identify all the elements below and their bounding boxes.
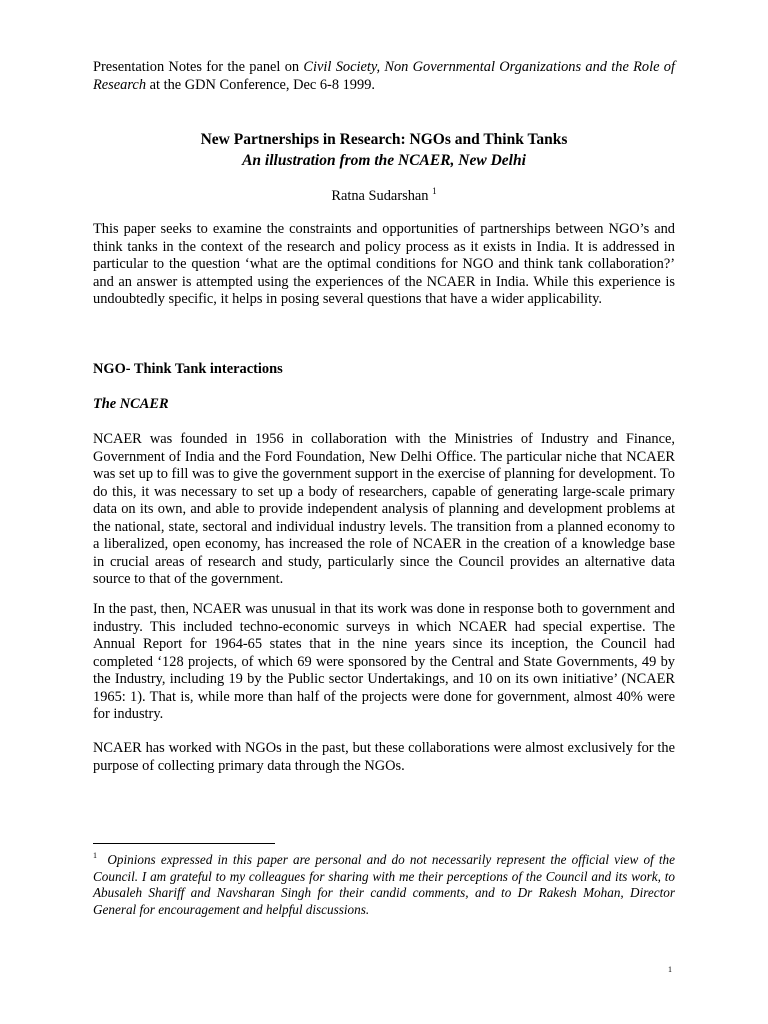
section-subheading: The NCAER	[93, 396, 169, 412]
body-paragraph-2: In the past, then, NCAER was unusual in that its work was done in response both to government and industry. This included techno-economic surveys in which NCAER had special expertise. The Annual Report for 1964-65 states that in the nine years since its inception, the Council had completed ‘128 projects, of which 69 were sponsored by the Central and State Governments, 49 by the Industry, including 19 by the Public sector Undertakings, and 10 on its own initiative’ (NCAER 1965: 1). That is, while more than half of the projects were done for government, almost 40% were for industry.	[93, 601, 675, 722]
footnote-text: Opinions expressed in this paper are personal and do not necessarily represent the official view of the Council. I am grateful to my colleagues for sharing with me their perceptions of the Council and its work, to Abusaleh Shariff and Navsharan Singh for their candid comments, and to Dr Rakesh Mohan, Director General for encouragement and helpful discussions.	[93, 852, 676, 917]
presentation-note-suffix: at the GDN Conference, Dec 6-8 1999.	[146, 76, 375, 93]
footnote-divider	[93, 843, 275, 844]
page-number: 1	[668, 965, 672, 974]
section-heading: NGO- Think Tank interactions	[93, 361, 283, 377]
footnote-mark: 1	[93, 851, 97, 860]
abstract-paragraph: This paper seeks to examine the constraints and opportunities of partnerships between NGO’s and think tanks in the context of the research and policy process as it exists in India. It is addressed in particular to the question ‘what are the optimal conditions for NGO and think tank collaboration?’ and an answer is attempted using the experiences of the NCAER in India. While this experience is undoubtedly specific, it helps in posing several questions that have a wider applicability.	[93, 221, 675, 307]
body-paragraph-3: NCAER has worked with NGOs in the past, but these collaborations were almost exclusively for the purpose of collecting primary data through the NGOs.	[93, 740, 675, 774]
paper-subtitle: An illustration from the NCAER, New Delhi	[242, 152, 526, 169]
author-footnote-mark: 1	[432, 186, 437, 196]
paper-title: New Partnerships in Research: NGOs and Think Tanks	[200, 131, 568, 148]
author-name: Ratna Sudarshan	[331, 188, 429, 204]
presentation-note	[93, 59, 675, 94]
presentation-note-prefix: Presentation Notes for the panel on	[93, 59, 304, 75]
panel-title: Civil Society, Non Governmental Organizations and the Role of Research	[93, 59, 676, 93]
author-line	[93, 188, 675, 206]
body-paragraph-1: NCAER was founded in 1956 in collaboration with the Ministries of Industry and Finance, Government of India and the Ford Foundation, New Delhi Office. The particular niche that NCAER was set up to fill was to give the government support in the exercise of planning for development. To do this, it was necessary to set up a body of researchers, capable of generating large-scale primary data on its own, and able to provide independent analysis of planning and development problems at the national, state, sectoral and individual industry levels. The transition from a planned economy to a liberalized, open economy, has increased the role of NCAER in the creation of a knowledge base in crucial areas of research and study, particularly since the Council provides an alternative data source to that of the government.	[93, 431, 675, 587]
footnote	[93, 852, 675, 918]
